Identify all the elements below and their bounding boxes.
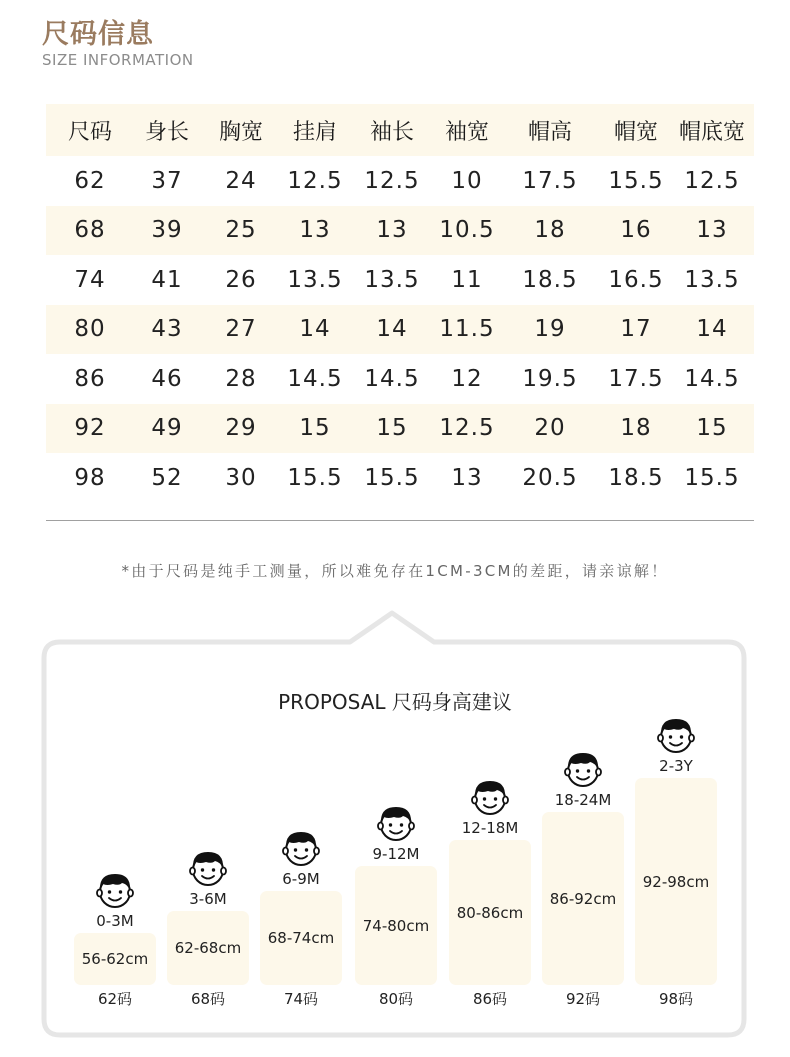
table-cell: 39 [151, 217, 183, 244]
measurement-note: *由于尺码是纯手工测量，所以难免存在1CM-3CM的差距，请亲谅解！ [121, 562, 669, 580]
table-cell: 16 [620, 217, 652, 244]
table-cell: 19.5 [522, 365, 578, 392]
table-cell: 10.5 [439, 217, 495, 244]
size-code-label: 98码 [658, 990, 694, 1008]
table-cell: 13 [696, 217, 728, 244]
table-cell: 14.5 [287, 365, 343, 392]
table-cell: 24 [225, 167, 257, 194]
size-code-label: 86码 [472, 990, 508, 1008]
table-cell: 52 [151, 464, 183, 491]
table-cell: 68 [74, 217, 106, 244]
table-cell: 49 [151, 415, 183, 442]
table-header-cell: 袖长 [369, 119, 414, 145]
table-cell: 80 [74, 316, 106, 343]
age-label: 9-12M [372, 845, 420, 863]
table-cell: 25 [225, 217, 257, 244]
table-cell: 15 [376, 415, 408, 442]
child-face-icon [188, 848, 228, 888]
child-face-icon [281, 828, 321, 868]
height-range-label: 74-80cm [362, 916, 430, 935]
table-cell: 13 [299, 217, 331, 244]
table-cell: 13.5 [287, 266, 343, 293]
table-cell: 10 [451, 167, 483, 194]
table-cell: 13 [376, 217, 408, 244]
table-cell: 13.5 [364, 266, 420, 293]
height-range-bar [355, 866, 437, 985]
table-cell: 26 [225, 266, 257, 293]
table-cell: 14 [696, 316, 728, 343]
child-face-icon [656, 715, 696, 755]
height-range-bar [542, 812, 624, 985]
child-face-icon [563, 749, 603, 789]
table-cell: 13.5 [684, 266, 740, 293]
table-cell: 46 [151, 365, 183, 392]
proposal-title: PROPOSAL 尺码身高建议 [278, 690, 512, 714]
age-label: 6-9M [282, 870, 320, 888]
height-range-label: 92-98cm [642, 872, 710, 891]
table-cell: 41 [151, 266, 183, 293]
table-cell: 98 [74, 464, 106, 491]
table-cell: 17.5 [608, 365, 664, 392]
table-cell: 19 [534, 316, 566, 343]
table-cell: 12.5 [439, 415, 495, 442]
table-cell: 15.5 [364, 464, 420, 491]
table-cell: 20.5 [522, 464, 578, 491]
table-cell: 12 [451, 365, 483, 392]
table-header-cell: 挂肩 [292, 119, 337, 145]
table-cell: 14.5 [684, 365, 740, 392]
table-cell: 29 [225, 415, 257, 442]
age-label: 0-3M [96, 912, 134, 930]
table-cell: 12.5 [684, 167, 740, 194]
age-label: 3-6M [189, 890, 227, 908]
table-cell: 14.5 [364, 365, 420, 392]
table-cell: 16.5 [608, 266, 664, 293]
table-header-cell: 胸宽 [218, 119, 263, 145]
table-cell: 18 [534, 217, 566, 244]
table-cell: 27 [225, 316, 257, 343]
table-header-cell: 尺码 [67, 119, 112, 145]
height-range-label: 80-86cm [456, 903, 524, 922]
table-cell: 12.5 [287, 167, 343, 194]
table-cell: 15.5 [287, 464, 343, 491]
table-cell: 74 [74, 266, 106, 293]
height-range-bar [167, 911, 249, 985]
table-cell: 28 [225, 365, 257, 392]
table-cell: 92 [74, 415, 106, 442]
table-cell: 12.5 [364, 167, 420, 194]
height-range-bar [260, 891, 342, 985]
age-label: 2-3Y [659, 757, 693, 775]
table-cell: 86 [74, 365, 106, 392]
table-header-cell: 帽高 [527, 119, 572, 145]
table-cell: 62 [74, 167, 106, 194]
size-code-label: 68码 [190, 990, 226, 1008]
page-subtitle: SIZE INFORMATION [42, 51, 194, 69]
table-cell: 37 [151, 167, 183, 194]
table-cell: 17.5 [522, 167, 578, 194]
table-cell: 14 [299, 316, 331, 343]
table-cell: 43 [151, 316, 183, 343]
height-range-label: 56-62cm [81, 950, 149, 968]
table-header-cell: 帽宽 [613, 119, 658, 145]
table-cell: 18 [620, 415, 652, 442]
height-range-bar [635, 778, 717, 985]
table-cell: 20 [534, 415, 566, 442]
table-cell: 15 [299, 415, 331, 442]
size-code-label: 74码 [283, 990, 319, 1008]
table-cell: 13 [451, 464, 483, 491]
child-face-icon [95, 870, 135, 910]
height-range-bar [449, 840, 531, 985]
child-face-icon [470, 777, 510, 817]
page-title: 尺码信息 [42, 19, 154, 50]
age-label: 18-24M [554, 791, 612, 809]
table-cell: 30 [225, 464, 257, 491]
table-cell: 15.5 [608, 167, 664, 194]
table-cell: 18.5 [522, 266, 578, 293]
table-cell: 15.5 [684, 464, 740, 491]
height-range-label: 86-92cm [549, 889, 617, 908]
size-code-label: 92码 [565, 990, 601, 1008]
table-cell: 14 [376, 316, 408, 343]
table-cell: 11 [451, 266, 483, 293]
table-header-cell: 帽底宽 [678, 119, 745, 145]
table-cell: 17 [620, 316, 652, 343]
size-code-label: 80码 [378, 990, 414, 1008]
size-code-label: 62码 [97, 990, 133, 1008]
age-label: 12-18M [461, 819, 519, 837]
height-range-label: 62-68cm [174, 939, 242, 957]
table-cell: 18.5 [608, 464, 664, 491]
table-cell: 11.5 [439, 316, 495, 343]
table-cell: 15 [696, 415, 728, 442]
height-range-label: 68-74cm [267, 929, 335, 947]
height-range-bar [74, 933, 156, 985]
table-header-cell: 身长 [144, 119, 189, 145]
child-face-icon [376, 803, 416, 843]
table-header-cell: 袖宽 [444, 119, 489, 145]
